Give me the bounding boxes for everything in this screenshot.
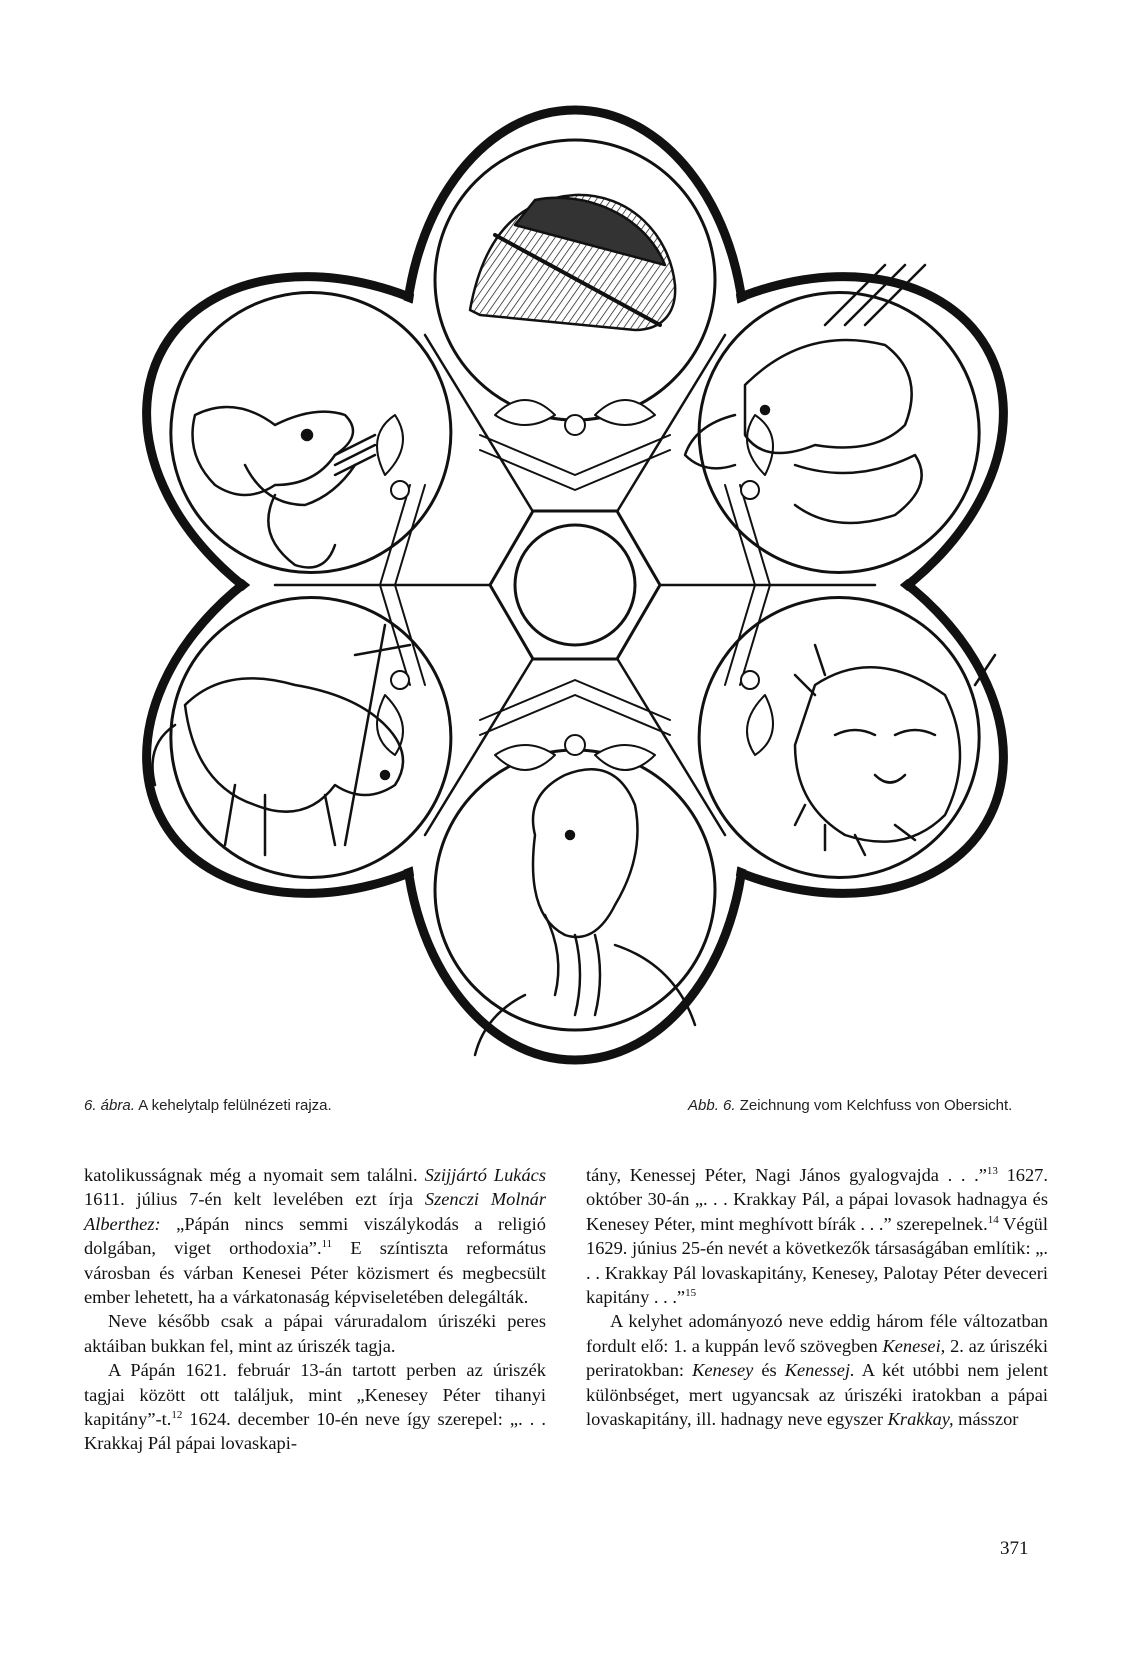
- paragraph: [586, 1163, 1048, 1309]
- text-run: 2. az úriszéki periratokban:: [586, 1335, 1048, 1381]
- chalice-foot-drawing: [80, 90, 1070, 1090]
- text-column-right: [586, 1163, 1048, 1431]
- text-run: E színtiszta református városban és várban Kenesei Péter közismert és megbecsült ember lehetett, ha a várkatonaság képviseletében delegálták.: [84, 1238, 546, 1308]
- name-variant: Krakkay,: [887, 1409, 954, 1430]
- footnote-ref: 14: [987, 1213, 999, 1226]
- text-column-left: [84, 1163, 546, 1456]
- page-number: 371: [1000, 1538, 1029, 1559]
- paragraph: [84, 1358, 546, 1456]
- footnote-ref: 13: [986, 1165, 998, 1177]
- text-run: másszor: [958, 1409, 1019, 1430]
- footnote-ref: 15: [685, 1287, 697, 1300]
- caption-text: A kehelytalp felülnézeti rajza.: [138, 1097, 332, 1114]
- text-run: 1627. október 30-án „. . . Krakkay Pál, a pápai lovasok hadnagya és Kenesey Péter, mint meghívott bírák . . .” szerepelnek.: [586, 1165, 1048, 1234]
- text-run: Végül 1629. június 25-én nevét a következők társaságában említik: „. . . Krakkay Pál lovaskapitány, Kenesey, Palotay Péter deveceri kapitány . . .”: [586, 1213, 1048, 1308]
- figure-caption-hungarian: [84, 1097, 332, 1114]
- name-variant: Kenesei,: [882, 1335, 946, 1356]
- name-variant: Kenessej.: [784, 1360, 855, 1381]
- text-run: 1624. december 10-én neve így szerepel: „. . . Krakkaj Pál pápai lovaskapi-: [84, 1409, 546, 1454]
- paragraph: [84, 1163, 546, 1309]
- quote: „Pápán nincs semmi viszálykodás a religió dolgában, viget orthodoxia”.: [84, 1213, 546, 1259]
- footnote-ref: 12: [171, 1409, 183, 1422]
- text-run: 1611. július 7-én kelt levelében ezt írja: [84, 1189, 414, 1210]
- figure-caption-german: [688, 1097, 1012, 1114]
- text-run: A Pápán 1621. február 13-án tartott perben az úriszék tagjai között ott találjuk, mint „Kenesey Péter tihanyi kapitány”-t.: [84, 1360, 546, 1430]
- caption-label: Abb. 6.: [688, 1097, 736, 1114]
- name-variant: Kenesey: [692, 1360, 754, 1381]
- text-run: katolikusságnak még a nyomait sem találni.: [84, 1165, 418, 1185]
- paragraph: Neve később csak a pápai váruradalom úriszéki peres aktáiban bukkan fel, mint az úriszék tagja.: [84, 1311, 546, 1356]
- author-name: Szijjártó Lukács: [424, 1165, 546, 1185]
- caption-text: Zeichnung vom Kelchfuss von Obersicht.: [739, 1097, 1013, 1114]
- text-run: és: [761, 1360, 777, 1381]
- text-run: A két utóbbi nem jelent különbséget, mert ugyancsak az úriszéki iratokban a pápai lovaskapitány, ill. hadnagy neve egyszer: [586, 1360, 1048, 1430]
- recipient-name: Szenczi Molnár Alberthez:: [84, 1189, 546, 1234]
- paragraph: [586, 1309, 1048, 1431]
- text-run: A kelyhet adományozó neve eddig három féle változatban fordult elő: 1. a kuppán levő szövegben: [586, 1311, 1048, 1356]
- text-run: tány, Kenessej Péter, Nagi János gyalogvajda . . .”: [586, 1165, 987, 1185]
- footnote-ref: 11: [321, 1238, 333, 1251]
- caption-label: 6. ábra.: [84, 1097, 135, 1114]
